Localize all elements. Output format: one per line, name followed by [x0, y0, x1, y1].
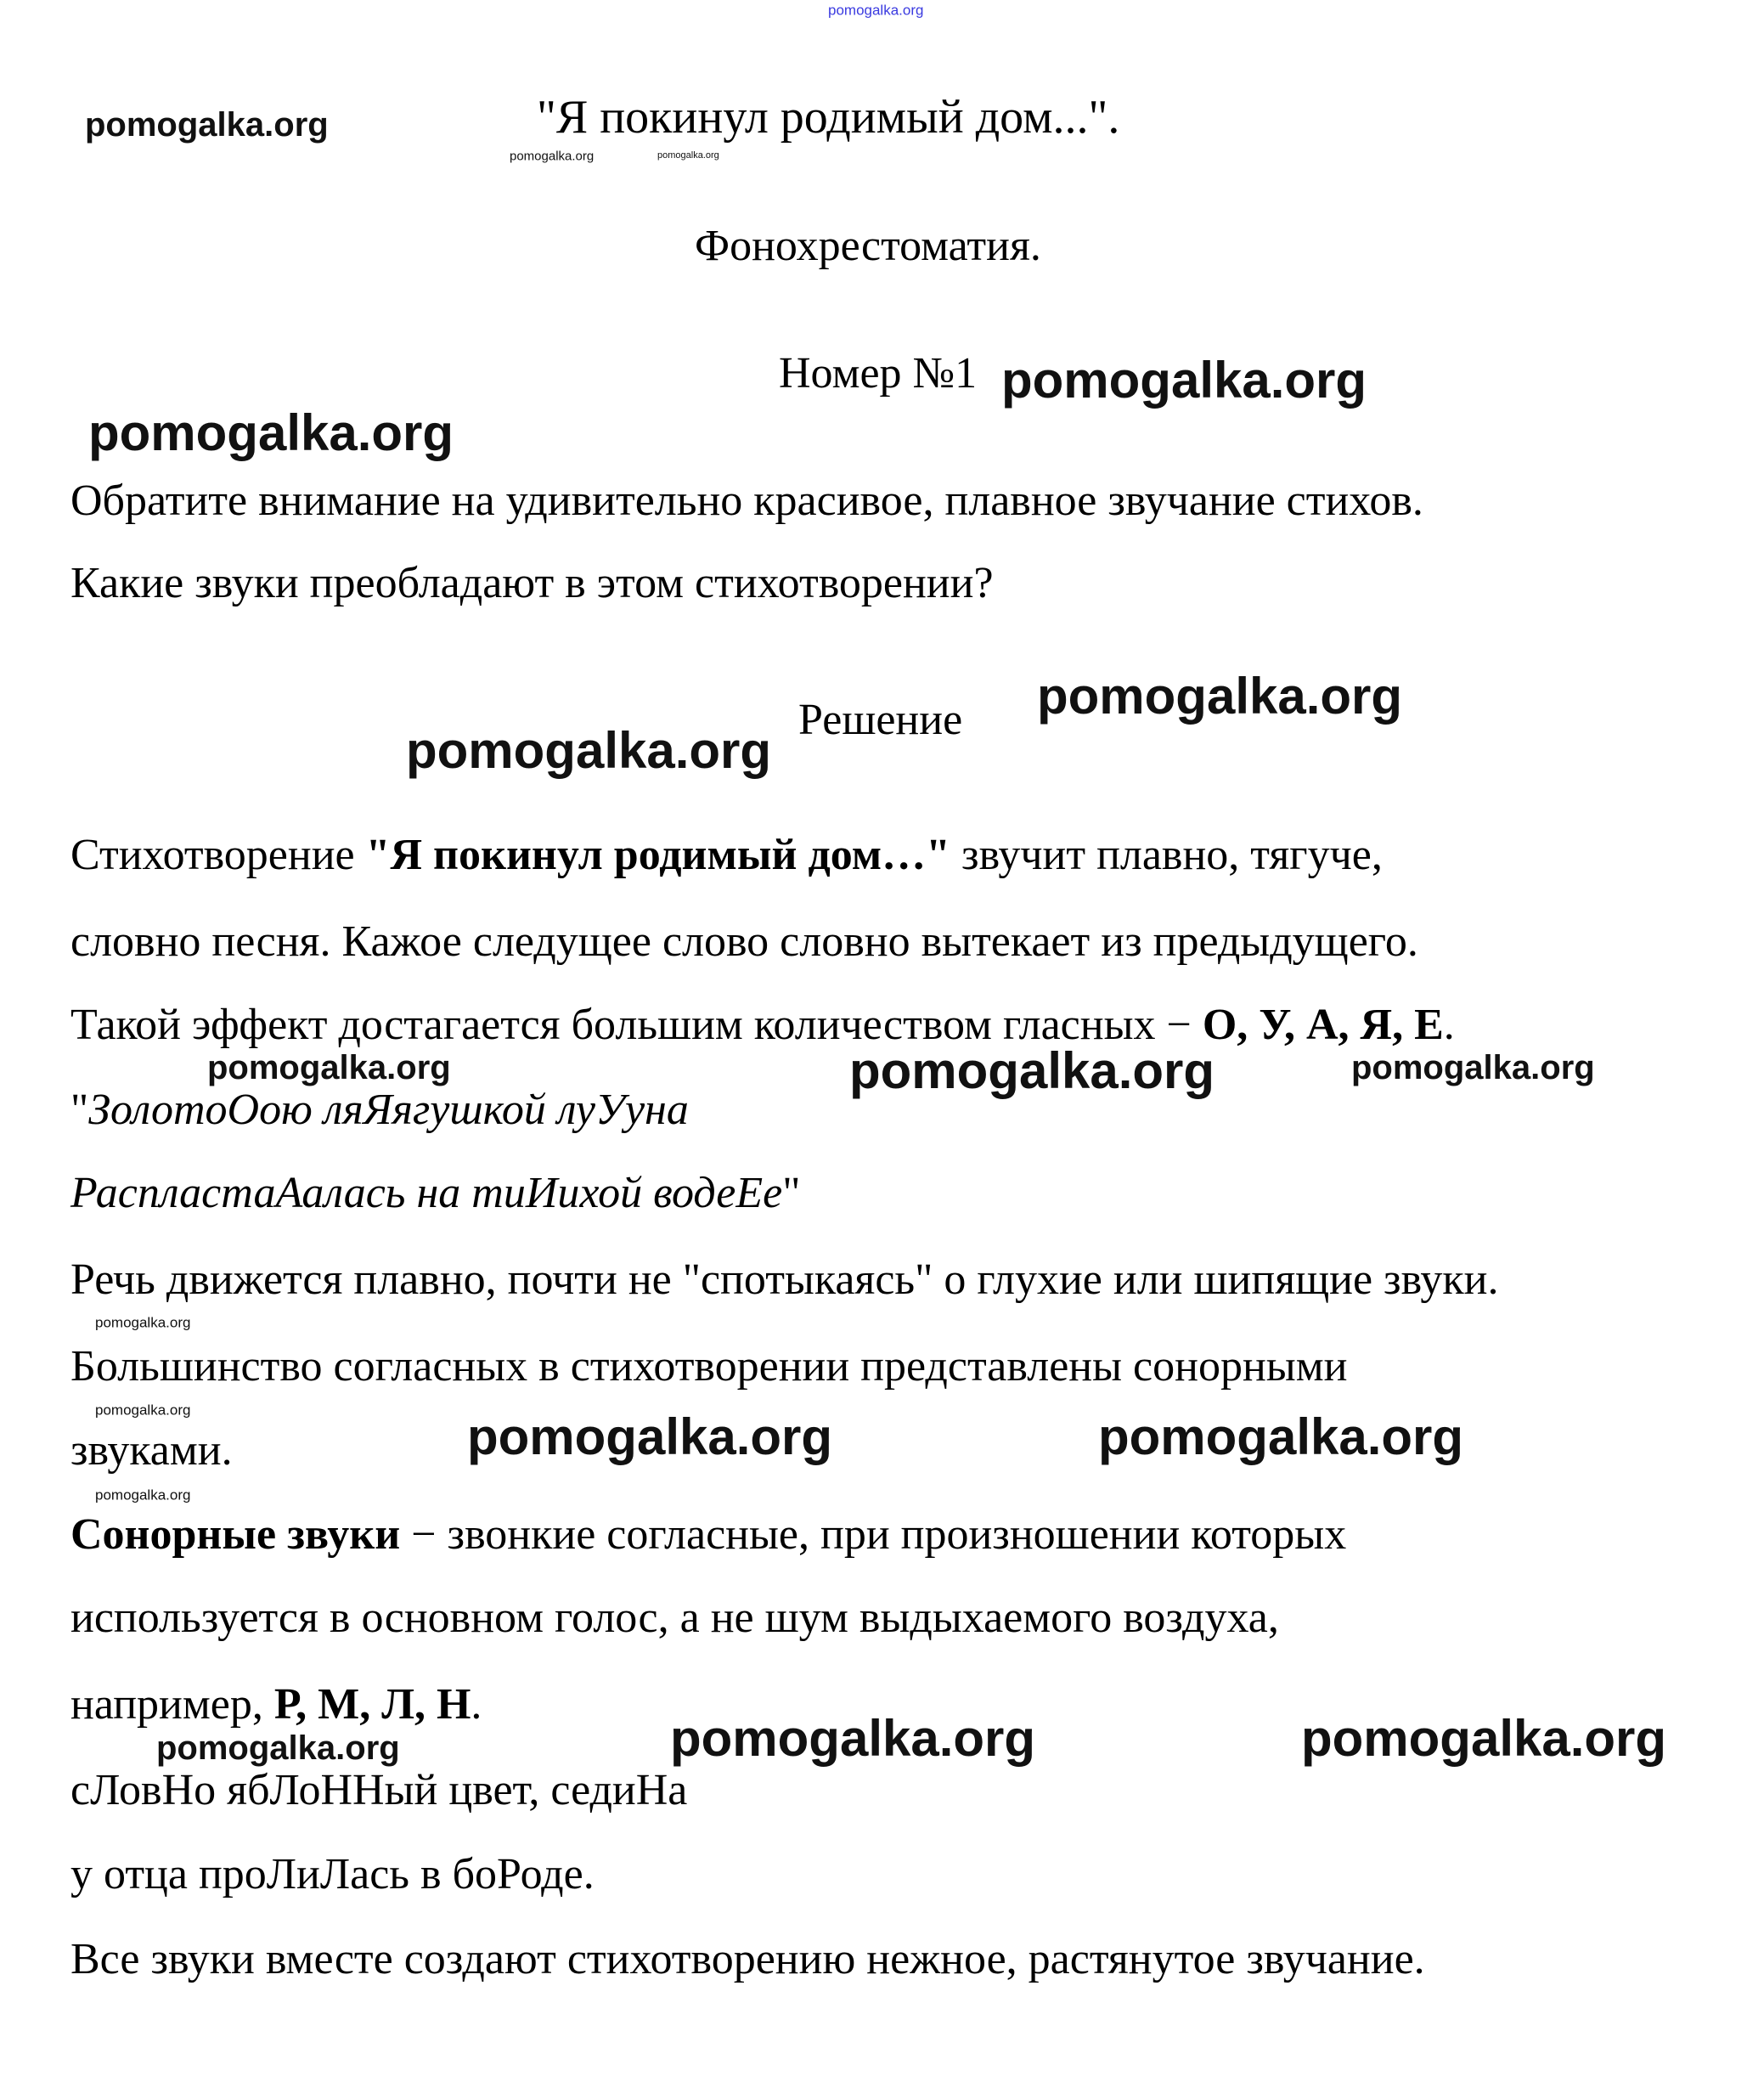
- subtitle: Фонохрестоматия.: [695, 222, 1041, 270]
- watermark: pomogalka.org: [406, 722, 772, 779]
- body-line: Все звуки вместе создают стихотворению нежное, растянутое звучание.: [70, 1935, 1425, 1983]
- watermark: pomogalka.org: [467, 1408, 833, 1465]
- text: − звонкие согласные, при произношении которых: [400, 1510, 1347, 1559]
- body-line: Большинство согласных в стихотворении представлены сонорными: [70, 1342, 1348, 1391]
- watermark: pomogalka.org: [207, 1049, 451, 1086]
- watermark: pomogalka.org: [95, 1314, 191, 1331]
- poem-title: "Я покинул родимый дом…": [365, 831, 951, 879]
- text: Такой эффект достагается большим количеством гласных −: [70, 1001, 1203, 1049]
- watermark: pomogalka.org: [156, 1729, 400, 1767]
- body-line: [70, 833, 1383, 877]
- page-title: "Я покинул родимый дом...".: [537, 91, 1120, 144]
- watermark: pomogalka.org: [85, 106, 329, 144]
- body-line: [70, 1510, 1347, 1559]
- term: Сонорные звуки: [70, 1510, 401, 1559]
- watermark: pomogalka.org: [88, 404, 454, 461]
- exercise-number: Номер №1: [779, 349, 978, 398]
- watermark: pomogalka.org: [1301, 1710, 1667, 1767]
- poem-line: сЛовНо ябЛоННый цвет, седиНа: [70, 1766, 688, 1814]
- text: .: [471, 1680, 482, 1729]
- watermark: pomogalka.org: [1037, 668, 1403, 725]
- watermark-top: pomogalka.org: [828, 2, 924, 19]
- question-line: Обратите внимание на удивительно красивое, плавное звучание стихов.: [70, 477, 1423, 525]
- body-line: [70, 1003, 1455, 1047]
- text: ": [782, 1169, 801, 1217]
- text: .: [1443, 1001, 1455, 1049]
- watermark: pomogalka.org: [510, 149, 595, 164]
- body-line: звуками.: [70, 1426, 233, 1475]
- text: ": [70, 1086, 89, 1134]
- watermark: pomogalka.org: [1351, 1049, 1595, 1086]
- quote-text: ЗолотоОою ляЯягушкой луУуна: [88, 1086, 689, 1134]
- watermark: pomogalka.org: [1098, 1408, 1464, 1465]
- text: звучит плавно, тягуче,: [950, 831, 1383, 879]
- body-line: Речь движется плавно, почти не "спотыкаясь" о глухие или шипящие звуки.: [70, 1255, 1499, 1304]
- watermark: pomogalka.org: [657, 150, 719, 161]
- watermark: pomogalka.org: [1001, 352, 1367, 409]
- body-line: используется в основном голос, а не шум выдыхаемого воздуха,: [70, 1594, 1279, 1642]
- poem-line: у отца проЛиЛась в боРоде.: [70, 1850, 595, 1898]
- watermark: pomogalka.org: [670, 1710, 1036, 1767]
- consonants: Р, М, Л, Н: [273, 1680, 471, 1729]
- body-line: словно песня. Кажое следущее слово словно вытекает из предыдущего.: [70, 917, 1418, 966]
- watermark: pomogalka.org: [95, 1487, 191, 1503]
- question-line: Какие звуки преобладают в этом стихотворении?: [70, 559, 994, 607]
- vowels: О, У, А, Я, Е: [1202, 1001, 1444, 1049]
- solution-heading: Решение: [798, 696, 963, 744]
- quote-line: [70, 1088, 689, 1132]
- quote-line: [70, 1171, 800, 1216]
- text: например,: [70, 1680, 274, 1729]
- body-line: [70, 1680, 482, 1729]
- text: Стихотворение: [70, 831, 366, 879]
- watermark: pomogalka.org: [849, 1042, 1215, 1099]
- watermark: pomogalka.org: [95, 1402, 191, 1419]
- quote-text: РаспластаАалась на тиИихой водеЕе: [70, 1169, 783, 1217]
